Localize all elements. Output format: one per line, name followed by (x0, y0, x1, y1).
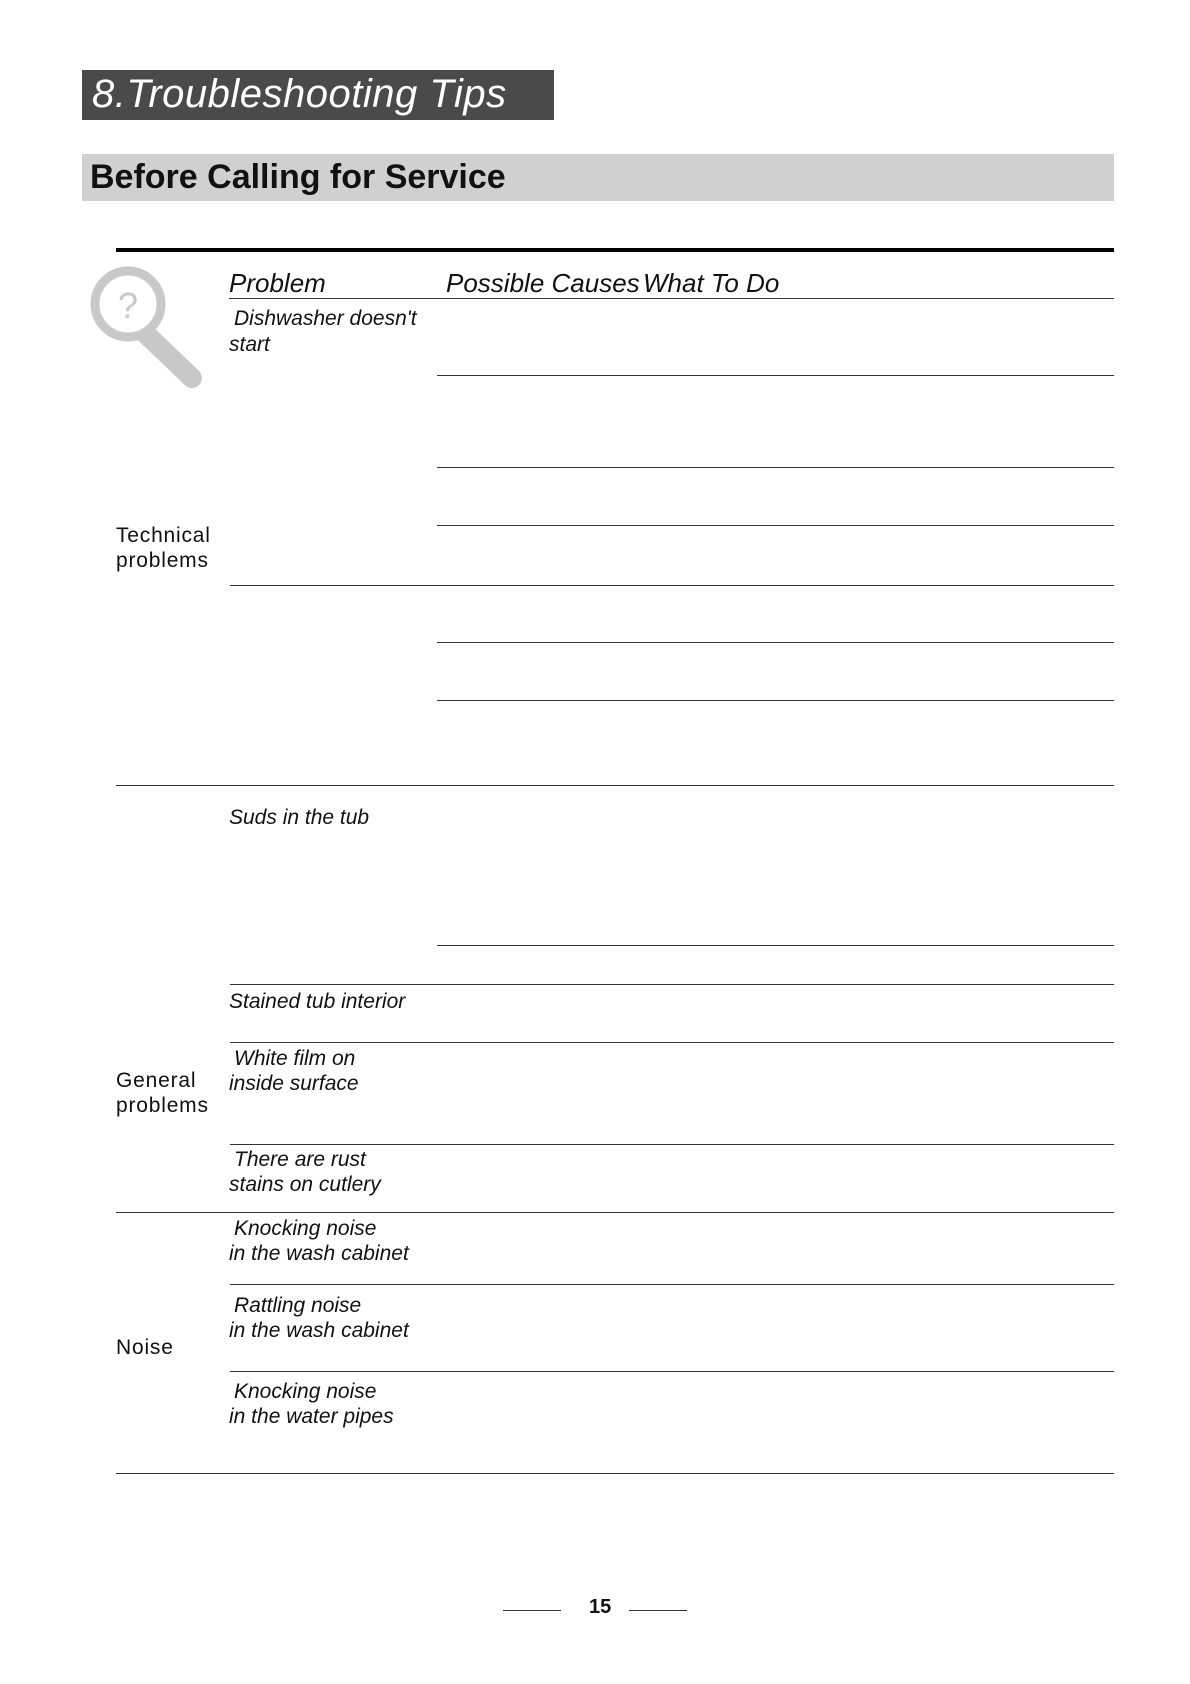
problem-suds: Suds in the tub (229, 806, 370, 829)
row-rule (230, 585, 1114, 586)
row-rule (230, 1042, 1114, 1043)
row-rule (437, 375, 1114, 376)
row-rule (437, 642, 1114, 643)
category-rule (116, 785, 1114, 786)
svg-text:?: ? (117, 285, 139, 326)
row-rule (437, 945, 1114, 946)
page-number: 15 (589, 1596, 612, 1618)
problem-stained-tub: Stained tub interior (229, 990, 406, 1013)
page-number-rule-left (503, 1610, 561, 1611)
magnifier-question-icon (88, 264, 206, 390)
problem-knock-cabinet-line2: in the wash cabinet (229, 1242, 409, 1265)
header-what-to-do: What To Do (643, 268, 780, 298)
problem-rust-line1: There are rust (234, 1148, 366, 1171)
header-problem: Problem (229, 268, 326, 298)
header-rule (229, 298, 1114, 299)
row-rule (437, 525, 1114, 526)
page-number-rule-right (629, 1610, 687, 1611)
category-noise: Noise (116, 1336, 174, 1359)
row-rule (230, 1144, 1114, 1145)
problem-knock-pipes-line2: in the water pipes (229, 1405, 394, 1428)
problem-white-film-line1: White film on (234, 1047, 356, 1070)
problem-knock-cabinet-line1: Knocking noise (234, 1217, 377, 1240)
problem-rattle-cabinet-line2: in the wash cabinet (229, 1319, 409, 1342)
category-general-line2: problems (116, 1094, 209, 1117)
category-rule (116, 1212, 1114, 1213)
header-possible-causes: Possible Causes (446, 268, 640, 298)
row-rule (230, 1284, 1114, 1285)
category-technical-line2: problems (116, 549, 209, 572)
problem-rattle-cabinet-line1: Rattling noise (234, 1294, 362, 1317)
problem-dishwasher-start-line2: start (229, 333, 270, 356)
row-rule (230, 984, 1114, 985)
table-bottom-rule (116, 1473, 1114, 1474)
problem-white-film-line2: inside surface (229, 1072, 359, 1095)
problem-knock-pipes-line1: Knocking noise (234, 1380, 377, 1403)
problem-dishwasher-start-line1: Dishwasher doesn't (234, 307, 417, 330)
category-technical-line1: Technical (116, 524, 211, 547)
row-rule (437, 700, 1114, 701)
category-general-line1: General (116, 1069, 197, 1092)
problem-rust-line2: stains on cutlery (229, 1173, 381, 1196)
section-title: Before Calling for Service (90, 158, 506, 196)
table-top-rule (116, 248, 1114, 252)
row-rule (230, 1371, 1114, 1372)
chapter-title: 8.Troubleshooting Tips (92, 72, 507, 116)
row-rule (437, 467, 1114, 468)
